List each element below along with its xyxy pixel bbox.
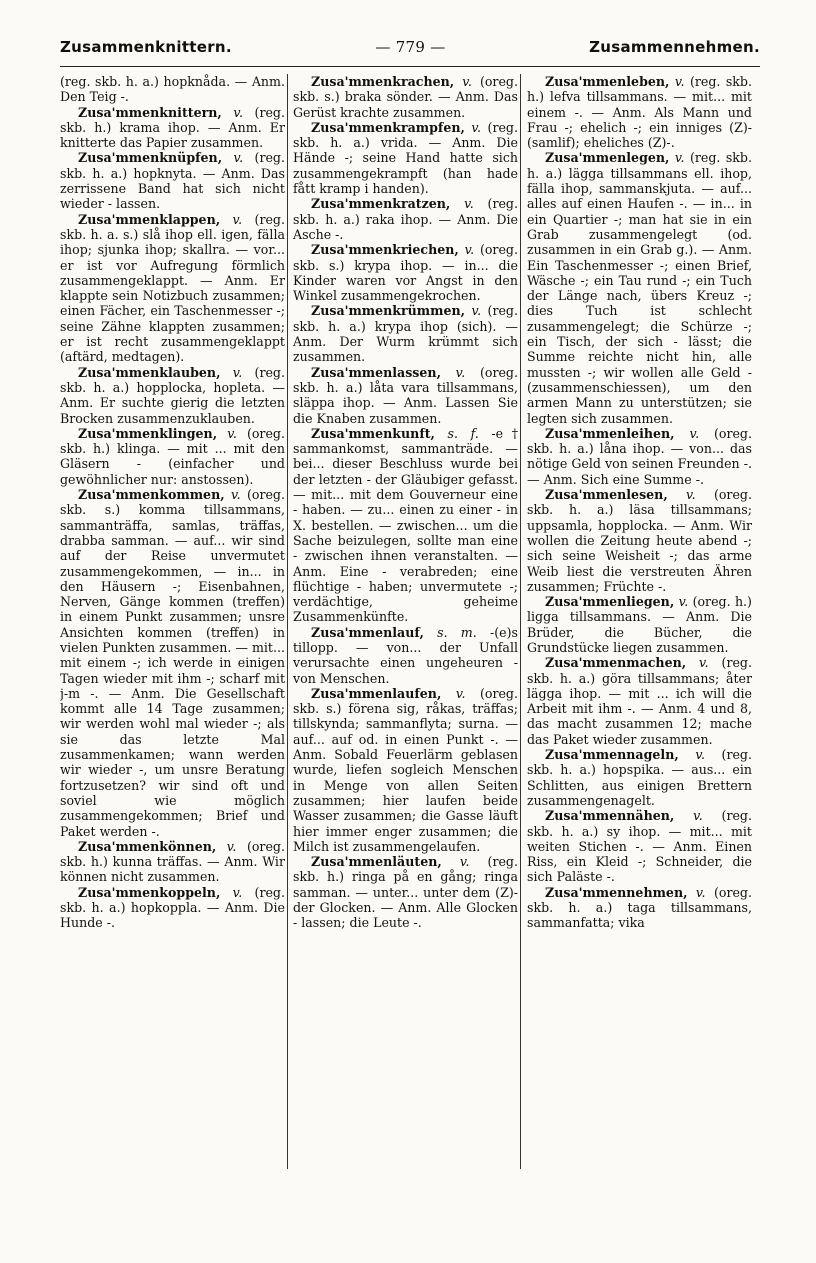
dictionary-entry bbox=[293, 365, 518, 426]
entry-body: (oreg. skb. h. a.) låna ihop. — von... das nötige Geld von seinen Freunden -. — Anm. Sich eine Summe -. bbox=[527, 425, 752, 487]
grammar-label: v. bbox=[226, 838, 237, 854]
dictionary-entry bbox=[527, 885, 752, 931]
page-number: — 779 — bbox=[375, 38, 446, 56]
entry-body: (reg. skb. h. a.) raka ihop. — Anm. Die Asche -. bbox=[293, 196, 518, 242]
headword: Zusa'mmenlegen, bbox=[545, 150, 670, 166]
dictionary-entry bbox=[527, 594, 752, 655]
entry-body: -e† sammankomst, sammanträde. — bei... dieser Beschluss wurde bei der letzten - der Gläubiger gefasst. — mit... mit dem Gouverneur eine - haben. — zu... einen zu einer - in X. bestellen. — zwischen... um die Sache beizulegen, sollte man eine - zwischen ihnen veranstalten. — Anm. Eine - verabreden; eine flüchtige - haben; unvermutete -; verdächtige, geheime Zusammenkünfte. bbox=[293, 425, 518, 625]
headword: Zusa'mmenknüpfen, bbox=[78, 150, 223, 166]
entry-body: (reg. skb. h.) krama ihop. — Anm. Er knitterte das Papier zusammen. bbox=[60, 104, 285, 151]
entry-body: (oreg. skb. s.) komma tillsammans, sammanträffa, samlas, träffas, drabba samman. — auf... wir sind auf der Reise unvermutet zusammengekommen, — in... in den Häusern -; Eisenbahnen, Nerven, Gänge kommen (treffen) in einem Punkt zusammen; unsre Ansichten kommen (treffen) in vielen Punkten zusammen. — mit... mit einem -; ich werde in einigen Tagen wieder mit ihm -; scharf mit j-m -. — Anm. Die Gesellschaft kommt alle 14 Tage zusammen; wir werden wohl mal wieder -; als sie das letzte Mal zusammenkamen; wann werden wir wieder -, um unsre Beratung fortzusetzen? wir sind oft und soviel wie möglich zusammengekommen; Brief und Paket werden -. bbox=[60, 487, 285, 839]
dictionary-entry bbox=[527, 808, 752, 884]
entry-body: (reg. skb. h. a.) hopplocka, hopleta. — Anm. Er suchte gierig die letzten Brocken zusammenzuklauben. bbox=[60, 364, 285, 426]
dictionary-entry bbox=[293, 854, 518, 930]
column-divider-2 bbox=[520, 74, 521, 1169]
headword: Zusa'mmenlesen, bbox=[545, 487, 668, 503]
header-right-catchword: Zusammennehmen. bbox=[589, 38, 760, 56]
dictionary-entry bbox=[60, 426, 285, 487]
dictionary-entry bbox=[293, 625, 518, 686]
dictionary-entry bbox=[60, 105, 285, 151]
dictionary-entry bbox=[527, 487, 752, 594]
dictionary-entry bbox=[60, 74, 285, 105]
headword: Zusa'mmenkrachen, bbox=[311, 74, 455, 89]
grammar-label: v. bbox=[455, 685, 466, 701]
headword: Zusa'mmenkoppeln, bbox=[78, 884, 221, 900]
dictionary-entry bbox=[293, 686, 518, 854]
dictionary-entry bbox=[293, 303, 518, 364]
dictionary-entry bbox=[293, 426, 518, 625]
grammar-label: v. bbox=[233, 104, 243, 120]
headword: Zusa'mmenkrümmen, bbox=[311, 303, 465, 319]
entry-body: (reg. skb. h. a.) hopkoppla. — Anm. Die Hunde -. bbox=[60, 884, 285, 931]
grammar-label: v. bbox=[232, 364, 243, 380]
page-header bbox=[60, 38, 760, 56]
headword: Zusa'mmenkönnen, bbox=[78, 838, 217, 854]
dictionary-entry bbox=[60, 885, 285, 931]
dictionary-entry bbox=[527, 747, 752, 808]
entry-body: (oreg. skb. s.) braka sönder. — Anm. Das Gerüst krachte zusammen. bbox=[293, 74, 518, 120]
grammar-label: v. bbox=[695, 747, 705, 763]
entry-body: (reg. skb. h. a.) lägga tillsammans ell. ihop, fälla ihop, sammanskjuta. — auf... alles auf einen Haufen -. — in... in ein Quartier -; man hat sie in ein Grab zusammengelegt (od. zusammen in ein Grab g.). — Anm. Ein Taschenmesser -; einen Brief, Wäsche -; ein Tau rund -; ein Tuch der Länge nach, übers Kreuz -; dies Tuch ist schlecht zusammengelegt; die Schürze -; ein Tisch, der sich - lässt; die Summe reichte nicht hin, alle mussten -; wir wollen alle Geld - (zusammenschiessen), um den armen Mann zu unterstützen; sie legten sich zusammen. bbox=[527, 150, 752, 426]
entry-body: (reg. skb. h. a.) vrida. — Anm. Die Hände -; seine Hand hatte sich zusammengekrampft (han hade fått kramp i handen). bbox=[293, 119, 518, 197]
dictionary-entry bbox=[527, 655, 752, 747]
grammar-label: v. bbox=[232, 884, 243, 900]
grammar-label: v. bbox=[693, 808, 703, 824]
entry-body: (reg. skb. h.) lefva tillsammans. — mit... mit einem -. — Anm. Als Mann und Frau -; ehelich -; ein inniges (Z)-(samlif); eheliches (Z)-. bbox=[527, 74, 752, 151]
dictionary-entry bbox=[60, 839, 285, 885]
grammar-label: v. bbox=[686, 487, 696, 503]
entry-body: (reg. skb. h. a.) hopknyta. — Anm. Das zerrissene Band hat sich nicht wieder - lassen. bbox=[60, 150, 285, 212]
grammar-label: v. bbox=[695, 884, 706, 900]
headword: Zusa'mmennageln, bbox=[545, 747, 679, 763]
dictionary-entry bbox=[293, 120, 518, 196]
headword: Zusa'mmenkratzen, bbox=[311, 196, 451, 212]
column-3 bbox=[527, 74, 752, 1184]
grammar-label: v. bbox=[689, 425, 700, 441]
grammar-label: v. bbox=[459, 854, 470, 870]
entry-body: (oreg. skb. s.) förena sig, råkas, träffas; tillskynda; sammanflyta; surna. — auf... auf od. in einen Punkt -. — Anm. Sobald Feuerlärm geblasen wurde, liefen sogleich Menschen in Menge von allen Seiten zusammen; hier laufen beide Wasser zusammen; die Gasse läuft hier immer enger zusammen; die Milch ist zusammengelaufen. bbox=[293, 685, 518, 854]
entry-body: (oreg. skb. h. a.) taga tillsammans, sammanfatta; vika bbox=[527, 884, 752, 931]
entry-body: (reg. skb. h. a.) hopspika. — aus... ein Schlitten, aus einigen Brettern zusammengenagelt. bbox=[527, 747, 752, 808]
entry-body: (reg. skb. h. a.) sy ihop. — mit... mit weiten Stichen -. — Anm. Einen Riss, ein Kleid -; Schneider, die sich Paläste -. bbox=[527, 808, 752, 885]
headword: Zusa'mmenleben, bbox=[545, 74, 670, 89]
grammar-label: v. bbox=[455, 364, 466, 380]
headword: Zusa'mmenliegen, bbox=[545, 594, 675, 610]
headword: Zusa'mmenklauben, bbox=[78, 364, 221, 380]
dictionary-entry bbox=[60, 150, 285, 211]
headword: Zusa'mmenknittern, bbox=[78, 104, 222, 120]
grammar-label: v. bbox=[232, 211, 243, 227]
dictionary-entry bbox=[60, 365, 285, 426]
grammar-label: v. bbox=[464, 242, 475, 258]
header-rule bbox=[60, 66, 760, 67]
grammar-label: v. bbox=[464, 196, 474, 212]
headword: Zusa'mmenlaufen, bbox=[311, 685, 442, 701]
grammar-label: v. bbox=[674, 74, 685, 89]
headword: Zusa'mmenlassen, bbox=[311, 364, 441, 380]
entry-body: -(e)s tillopp. — von... der Unfall verursachte einen ungeheuren - von Menschen. bbox=[293, 624, 518, 686]
headword: Zusa'mmennehmen, bbox=[545, 884, 688, 900]
entry-body: (reg. skb. h.) ringa på en gång; ringa samman. — unter... unter dem (Z)-der Glocken. — Anm. Alle Glocken - lassen; die Leute -. bbox=[293, 854, 518, 931]
grammar-label: v. bbox=[230, 487, 241, 503]
entry-body: (oreg. skb. h.) kunna träffas. — Anm. Wir können nicht zusammen. bbox=[60, 838, 285, 885]
entry-body: (oreg. skb. h.) klinga. — mit ... mit den Gläsern - (einfacher und gewöhnlicher nur: anstossen). bbox=[60, 425, 285, 487]
entry-body: (oreg. h.) ligga tillsammans. — Anm. Die Brüder, die Bücher, die Grundstücke liegen zusammen. bbox=[527, 594, 752, 655]
grammar-label: s. f. bbox=[447, 425, 479, 441]
entry-body: (oreg. skb. h. a.) låta vara tillsammans, släppa ihop. — Anm. Lassen Sie die Knaben zusammen. bbox=[293, 364, 518, 426]
grammar-label: v. bbox=[674, 150, 685, 166]
headword: Zusa'mmenläuten, bbox=[311, 854, 442, 870]
grammar-label: v. bbox=[227, 425, 237, 441]
dictionary-entry bbox=[60, 212, 285, 365]
dictionary-entry bbox=[60, 487, 285, 839]
headword: Zusa'mmenklingen, bbox=[78, 425, 218, 441]
grammar-label: v. bbox=[699, 655, 709, 671]
headword: Zusa'mmenmachen, bbox=[545, 655, 687, 671]
headword: Zusa'mmenkommen, bbox=[78, 487, 225, 503]
column-divider-1 bbox=[287, 74, 288, 1169]
entry-body: (reg. skb. h. a.) krypa ihop (sich). — Anm. Der Wurm krümmt sich zusammen. bbox=[293, 303, 518, 365]
headword: Zusa'mmenkriechen, bbox=[311, 242, 459, 258]
dictionary-entry bbox=[527, 74, 752, 150]
grammar-label: v. bbox=[462, 74, 472, 89]
headword: Zusa'mmenklappen, bbox=[78, 211, 221, 227]
entry-body: (reg. skb. h. a. s.) slå ihop ell. igen, fälla ihop; sjunka ihop; skallra. — vor... er ist vor Aufregung förmlich zusammengeklappt. — Anm. Er klappte sein Notizbuch zusammen; einen Fächer, ein Taschenmesser -; seine Zähne klappten zusammen; er ist recht zusammengeklappt (aftärd, medtagen). bbox=[60, 211, 285, 365]
dictionary-entry bbox=[293, 74, 518, 120]
headword: Zusa'mmenlauf, bbox=[311, 624, 424, 640]
grammar-label: v. bbox=[471, 119, 482, 135]
headword: Zusa'mmennähen, bbox=[545, 808, 675, 824]
dictionary-entry bbox=[527, 426, 752, 487]
entry-body: (reg. skb. h. a.) göra tillsammans; åter lägga ihop. — mit ... ich will die Arbeit mit ihm -. — Anm. 4 und 8, das macht zusammen 12; mache das Paket wieder zusammen. bbox=[527, 655, 752, 747]
entry-body: (oreg. skb. h. a.) läsa tillsammans; uppsamla, hopplocka. — Anm. Wir wollen die Zeitung heute abend -; sich seine Weisheit -; das arme Weib liest die verstreuten Ähren zusammen; Früchte -. bbox=[527, 487, 752, 594]
grammar-label: v. bbox=[471, 303, 482, 319]
entry-continuation: (reg. skb. h. a.) hopknåda. — Anm. Den Teig -. bbox=[60, 74, 285, 105]
dictionary-entry bbox=[527, 150, 752, 425]
grammar-label: s. m. bbox=[437, 624, 477, 640]
grammar-label: v. bbox=[233, 150, 244, 166]
headword: Zusa'mmenleihen, bbox=[545, 425, 675, 441]
column-1 bbox=[60, 74, 285, 1184]
dictionary-entry bbox=[293, 242, 518, 303]
headword: Zusa'mmenkunft, bbox=[311, 425, 435, 441]
headword: Zusa'mmenkrampfen, bbox=[311, 119, 465, 135]
grammar-label: v. bbox=[678, 594, 689, 610]
dictionary-entry bbox=[293, 196, 518, 242]
column-2 bbox=[293, 74, 518, 1184]
entry-body: (oreg. skb. s.) krypa ihop. — in... die Kinder waren vor Angst in den Winkel zusammengekrochen. bbox=[293, 242, 518, 304]
header-left-catchword: Zusammenknittern. bbox=[60, 38, 232, 56]
